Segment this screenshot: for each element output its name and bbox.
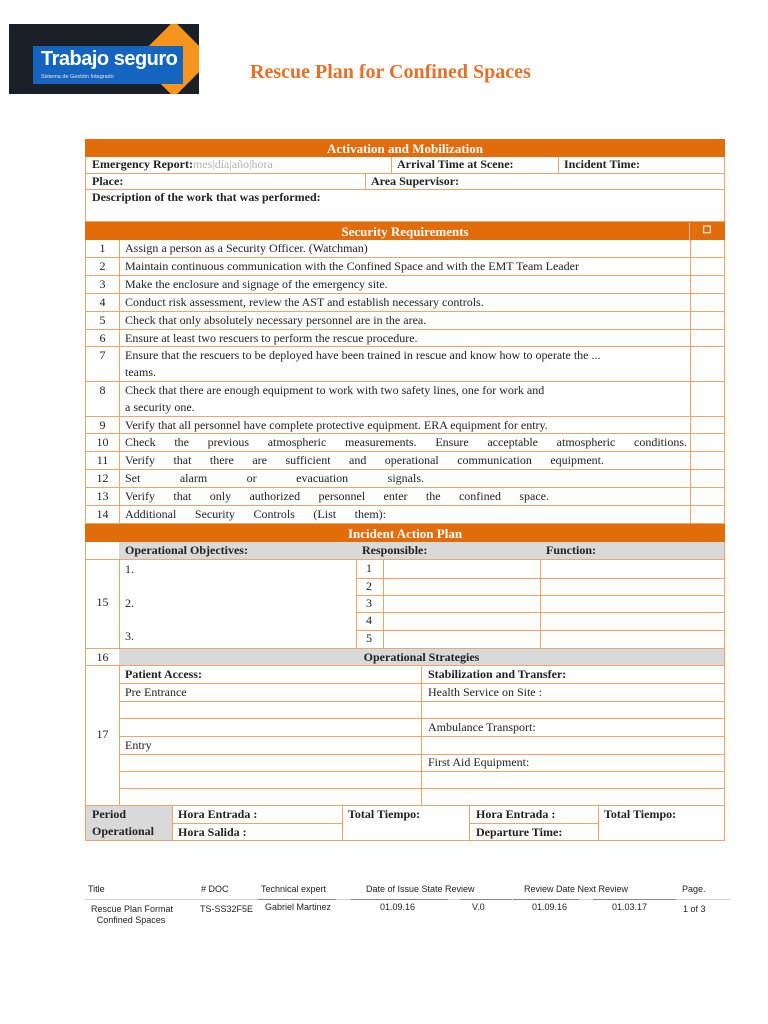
responsible-number: 1	[366, 561, 372, 575]
departure-time-field[interactable]: Departure Time:	[476, 825, 563, 839]
responsible-number: 2	[366, 579, 372, 593]
total-tiempo-field[interactable]: Total Tiempo:	[348, 807, 421, 821]
health-service-field[interactable]: Health Service on Site :	[428, 685, 542, 699]
footer-next-review: 01.03.17	[612, 902, 648, 912]
footer-review-date: 01.09.16	[532, 902, 568, 912]
security-item-row: 11 Verify that there are sufficient and operational communication equipment.	[85, 452, 725, 470]
security-item-row: 2 Maintain continuous communication with the Confined Space and with the EMT Team Leader	[85, 258, 725, 276]
logo-subtitle: Sistema de Gestión Integrado	[41, 74, 114, 80]
operational-strategies-label: Operational Strategies	[119, 649, 724, 665]
checkbox-icon: ☐	[689, 223, 724, 241]
objectives-header-row	[85, 542, 725, 560]
security-item-row: 12 Set alarm or evacuation signals.	[85, 470, 725, 488]
security-item-row: 4 Conduct risk assessment, review the AST and establish necessary controls.	[85, 294, 725, 312]
objective-3[interactable]: 3.	[125, 629, 134, 643]
row-number-15: 15	[96, 595, 109, 609]
incident-time-field[interactable]: Incident Time:	[564, 157, 640, 171]
footer-page-header: Page.	[682, 884, 706, 894]
ambulance-transport-field[interactable]: Ambulance Transport:	[428, 720, 536, 734]
function-label: Function:	[540, 542, 724, 559]
access-block	[85, 666, 725, 806]
rescue-plan-form	[85, 139, 725, 841]
security-item-row: 13 Verify that only authorized personnel enter the confined space.	[85, 488, 725, 506]
description-row	[85, 190, 725, 222]
hora-entrada-field[interactable]: Hora Entrada :	[178, 807, 258, 821]
security-item-row: 9 Verify that all personnel have complete protective equipment. ERA equipment for entry.	[85, 417, 725, 434]
strategies-header-row	[85, 649, 725, 666]
responsible-number: 5	[366, 631, 372, 645]
place-field[interactable]: Place:	[92, 174, 124, 188]
entry-field[interactable]: Entry	[125, 738, 152, 752]
security-item-row: 6 Ensure at least two rescuers to perform the rescue procedure.	[85, 330, 725, 347]
footer-state: V.0	[472, 902, 485, 912]
first-aid-equipment-field[interactable]: First Aid Equipment:	[428, 755, 530, 769]
objective-2[interactable]: 2.	[125, 596, 134, 610]
security-item-row: 14 Additional Security Controls (List them):	[85, 506, 725, 524]
security-item-row: 5 Check that only absolutely necessary personnel are in the area.	[85, 312, 725, 330]
document-title: Rescue Plan for Confined Spaces	[250, 61, 531, 83]
footer-page-value: 1 of 3	[683, 904, 706, 914]
work-description-field[interactable]: Description of the work that was performed:	[92, 190, 321, 204]
place-row	[85, 174, 725, 190]
responsible-number: 3	[366, 596, 372, 610]
footer-title-value: Rescue Plan Format Confined Spaces	[91, 904, 174, 925]
hora-entrada-2-field[interactable]: Hora Entrada :	[476, 807, 556, 821]
footer-issue-date: 01.09.16	[380, 902, 416, 912]
period-operational-label: Period Operational	[86, 806, 172, 840]
total-tiempo-2-field[interactable]: Total Tiempo:	[604, 807, 677, 821]
objectives-block	[85, 560, 725, 649]
section-header-incident: Incident Action Plan	[85, 524, 725, 542]
footer-expert-value: Gabriel Martinez	[265, 902, 332, 912]
stabilization-label: Stabilization and Transfer:	[428, 667, 567, 681]
patient-access-label: Patient Access:	[125, 667, 202, 681]
objectives-label: Operational Objectives:	[119, 542, 356, 559]
emergency-report-field[interactable]: Emergency Report:mes|día|año|hora	[92, 157, 273, 171]
footer-issue-header: Date of Issue State Review	[366, 884, 475, 894]
security-item-row: 3 Make the enclosure and signage of the emergency site.	[85, 276, 725, 294]
responsible-label: Responsible:	[356, 542, 540, 559]
pre-entrance-field[interactable]: Pre Entrance	[125, 685, 187, 699]
security-item-row: 8 Check that there are enough equipment to work with two safety lines, one for work and a security one.	[85, 382, 725, 417]
trabajo-seguro-logo	[9, 24, 199, 94]
footer-review-header: Review Date Next Review	[524, 884, 629, 894]
responsible-number: 4	[366, 613, 372, 627]
footer-expert-header: Technical expert	[261, 884, 327, 894]
row-number-17: 17	[96, 727, 109, 741]
security-item-row: 10 Check the previous atmospheric measurements. Ensure acceptable atmospheric conditions.	[85, 434, 725, 452]
security-item-row: 1 Assign a person as a Security Officer. (Watchman)	[85, 240, 725, 258]
arrival-time-field[interactable]: Arrival Time at Scene:	[397, 157, 514, 171]
period-row	[85, 806, 725, 841]
objective-1[interactable]: 1.	[125, 562, 134, 576]
logo-wordmark: Trabajo seguro	[41, 48, 178, 70]
area-supervisor-field[interactable]: Area Supervisor:	[371, 174, 460, 188]
section-header-security: Security Requirements ☐	[85, 222, 725, 240]
row-number-16: 16	[96, 650, 109, 664]
section-header-activation: Activation and Mobilization	[85, 139, 725, 157]
emergency-row	[85, 157, 725, 174]
footer-doc-value: TS-SS32F5E	[200, 904, 254, 914]
footer-doc-header: # DOC	[201, 884, 229, 894]
footer-title-header: Title	[88, 884, 105, 894]
security-item-row: 7 Ensure that the rescuers to be deployed have been trained in rescue and know how to operate the ... teams.	[85, 347, 725, 382]
hora-salida-field[interactable]: Hora Salida :	[178, 825, 247, 839]
